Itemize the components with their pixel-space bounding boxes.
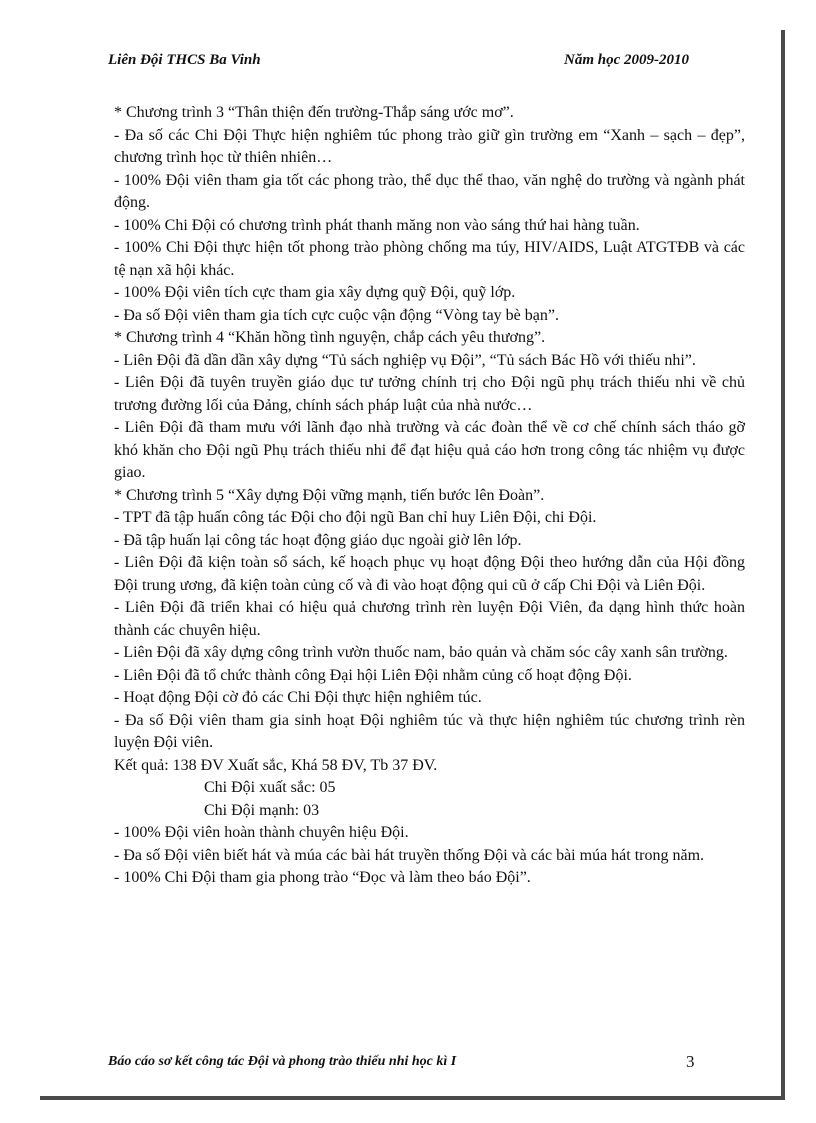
paragraph: - 100% Chi Đội có chương trình phát thanh măng non vào sáng thứ hai hàng tuần. [114, 216, 640, 234]
paragraph: - Đa số Đội viên tham gia sinh hoạt Đội nghiêm túc và thực hiện nghiêm túc chương trình rèn luyện Đội viên. [114, 711, 745, 751]
paragraph: - Liên Đội đã kiện toàn sổ sách, kế hoạch phục vụ hoạt động Đội theo hướng dẫn của Hội đồng Đội trung ương, đã kiện toàn củng cố và đi vào hoạt động qui cũ ở cấp Chi Đội và Liên Đội. [114, 554, 745, 594]
paragraph: - Liên Đội đã tham mưu với lãnh đạo nhà trường và các đoàn thể về cơ chế chính sách tháo gỡ khó khăn cho Đội ngũ Phụ trách thiếu nhi để đạt hiệu quả cáo hơn trong công tác nhiệm vụ được giao. [114, 419, 745, 481]
paragraph: - 100% Chi Đội tham gia phong trào “Đọc và làm theo báo Đội”. [114, 869, 531, 886]
paragraph: - 100% Đội viên tham gia tốt các phong trào, thể dục thể thao, văn nghệ do trường và ngành phát động. [114, 171, 745, 211]
paragraph: - Đa số Đội viên biết hát và múa các bài hát truyền thống Đội và các bài múa hát trong năm. [114, 846, 705, 864]
paragraph: - TPT đã tập huấn công tác Đội cho đội ngũ Ban chỉ huy Liên Đội, chi Đội. [114, 509, 597, 526]
paragraph: - 100% Đội viên hoàn thành chuyên hiệu Đội. [114, 824, 409, 841]
paragraph: - 100% Đội viên tích cực tham gia xây dựng quỹ Đội, quỹ lớp. [114, 284, 516, 301]
page-footer [108, 1052, 698, 1076]
paragraph: - Liên Đội đã tuyên truyền giáo dục tư tưởng chính trị cho Đội ngũ phụ trách thiếu nhi về chủ trương đường lối của Đảng, chính sách pháp luật của nhà nước… [114, 374, 745, 414]
page-shadow-bottom [40, 1096, 785, 1100]
paragraph: - Liên Đội đã xây dựng công trình vườn thuốc nam, bảo quản và chăm sóc cây xanh sân trường. [114, 644, 728, 661]
document-body [114, 102, 745, 890]
paragraph: * Chương trình 3 “Thân thiện đến trường-Thắp sáng ước mơ”. [114, 104, 514, 121]
page-shadow-right [781, 30, 785, 1099]
header-school-name: Liên Đội THCS Ba Vinh [108, 52, 261, 68]
results-excellent-chi-doi: Chi Đội xuất sắc: 05 [204, 779, 336, 796]
page-number: 3 [686, 1052, 695, 1071]
paragraph: * Chương trình 4 “Khăn hồng tình nguyện, chắp cách yêu thương”. [114, 329, 546, 346]
page-header [108, 52, 694, 76]
paragraph: - Liên Đội đã triển khai có hiệu quả chương trình rèn luyện Đội Viên, đa dạng hình thức hoàn thành các chuyên hiệu. [114, 599, 745, 639]
results-strong-chi-doi: Chi Đội mạnh: 03 [204, 801, 320, 819]
paragraph: - Liên Đội đã dần dần xây dựng “Tủ sách nghiệp vụ Đội”, “Tủ sách Bác Hồ với thiếu nhi”. [114, 351, 696, 369]
paragraph: * Chương trình 5 “Xây dựng Đội vững mạnh, tiến bước lên Đoàn”. [114, 486, 545, 504]
paragraph: - Liên Đội đã tổ chức thành công Đại hội Liên Đội nhằm củng cố hoạt động Đội. [114, 666, 632, 684]
header-school-year: Năm học 2009-2010 [564, 52, 689, 68]
paragraph: - Đa số Đội viên tham gia tích cực cuộc vận động “Vòng tay bè bạn”. [114, 306, 559, 324]
paragraph: - Hoạt động Đội cờ đỏ các Chi Đội thực hiện nghiêm túc. [114, 689, 482, 706]
footer-report-title: Báo cáo sơ kết công tác Đội và phong trào thiếu nhi học kì I [108, 1054, 457, 1069]
paragraph: - 100% Chi Đội thực hiện tốt phong trào phòng chống ma túy, HIV/AIDS, Luật ATGTĐB và các tệ nạn xã hội khác. [114, 239, 745, 279]
paragraph: - Đa số các Chi Đội Thực hiện nghiêm túc phong trào giữ gìn trường em “Xanh – sạch – đẹp”, chương trình học từ thiên nhiên… [114, 126, 745, 166]
results-summary: Kết quả: 138 ĐV Xuất sắc, Khá 58 ĐV, Tb 37 ĐV. [114, 756, 438, 774]
paragraph: - Đã tập huấn lại công tác hoạt động giáo dục ngoài giờ lên lớp. [114, 531, 522, 549]
